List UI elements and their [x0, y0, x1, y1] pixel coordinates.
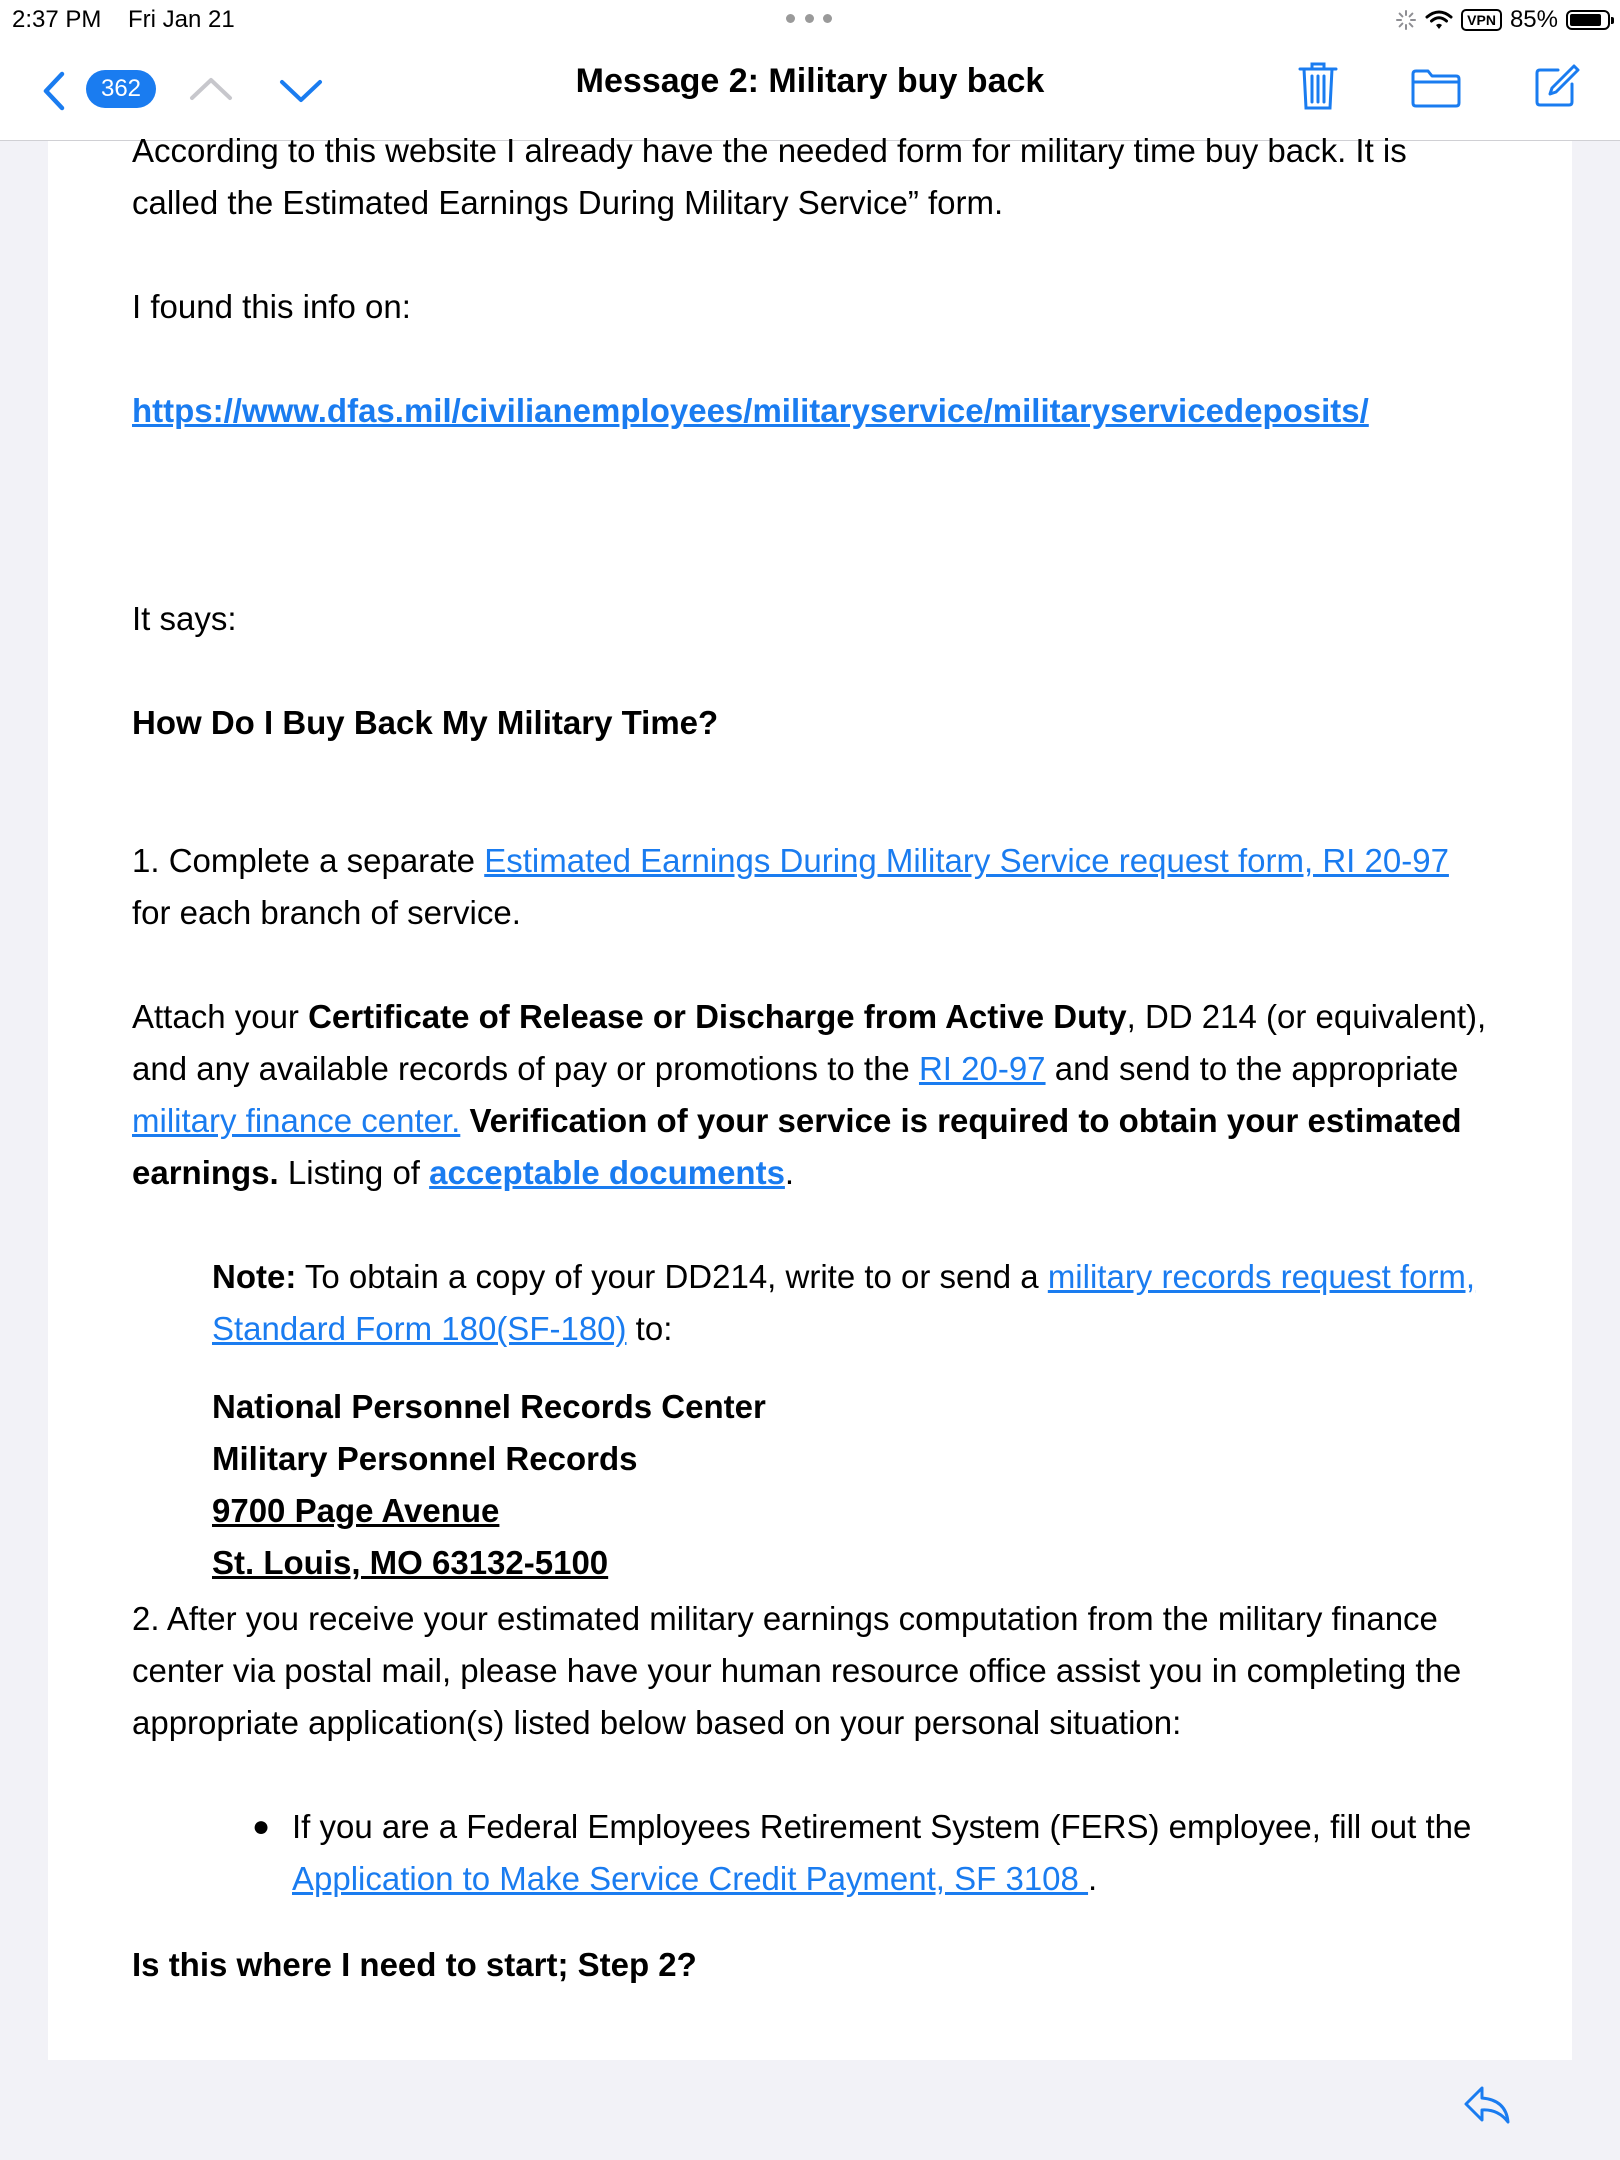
trash-icon[interactable] — [1298, 60, 1338, 112]
address-line: National Personnel Records Center — [212, 1388, 766, 1425]
note-end: to: — [626, 1310, 673, 1347]
paragraph-url — [132, 385, 1492, 437]
says-text: It says: — [132, 600, 237, 637]
military-finance-center-link[interactable]: military finance center. — [132, 1102, 461, 1139]
acceptable-documents-link[interactable]: acceptable documents — [429, 1154, 785, 1191]
paragraph-note — [132, 1251, 1492, 1355]
intro-text: According to this website I already have the needed form for military time buy back. It is called the Estimated Earnings During Military Service” form. — [132, 132, 1407, 221]
message-body — [48, 132, 1572, 2060]
verification-text: Verification of your service is required to obtain your estimated earnings. — [132, 1102, 1462, 1191]
attach-certificate: Certificate of Release or Discharge from Active Duty — [308, 998, 1127, 1035]
message-title: Message 2: Military buy back — [575, 62, 1045, 100]
activity-spinner-icon — [1395, 9, 1417, 31]
vpn-badge: VPN — [1461, 9, 1502, 31]
folder-icon[interactable] — [1410, 68, 1462, 108]
attach-mid3: Listing of — [278, 1154, 430, 1191]
found-text: I found this info on: — [132, 288, 411, 325]
section-heading: How Do I Buy Back My Military Time? — [132, 704, 719, 741]
paragraph-heading — [132, 697, 1492, 749]
battery-percent: 85% — [1509, 6, 1558, 33]
compose-icon[interactable] — [1532, 62, 1580, 110]
status-date: Fri Jan 21 — [128, 6, 235, 33]
paragraph-step2 — [132, 1593, 1492, 1749]
bullet-list — [132, 1801, 1492, 1905]
status-bar — [0, 0, 1620, 40]
wifi-icon — [1425, 9, 1453, 31]
step2-text: 2. After you receive your estimated military earnings computation from the military finance center via postal mail, please have your human resource office assist you in completing the appropriate application(s) listed below based on your personal situation: — [132, 1600, 1462, 1741]
mailing-address — [132, 1381, 1492, 1589]
paragraph-step1 — [132, 835, 1492, 939]
question-text: Is this where I need to start; Step 2? — [132, 1946, 697, 1983]
rl-2097-form-link[interactable]: Estimated Earnings During Military Service request form, RI 20-97 — [484, 842, 1449, 879]
address-line: St. Louis, MO 63132-5100 — [212, 1544, 609, 1581]
list-item — [132, 1801, 1492, 1905]
bullet-end: . — [1088, 1860, 1098, 1897]
paragraph-found — [132, 281, 1492, 333]
attach-mid1: , DD 214 (or equivalent), and any available records of pay or promotions to the — [132, 998, 1487, 1087]
sf-3108-link[interactable]: Application to Make Service Credit Payment, SF 3108 — [292, 1860, 1089, 1897]
dfas-url-link[interactable]: https://www.dfas.mil/civilianemployees/militaryservice/militaryservicedeposits/ — [132, 392, 1369, 429]
address-line: Military Personnel Records — [212, 1440, 638, 1477]
note-label: Note: — [212, 1258, 297, 1295]
address-line: 9700 Page Avenue — [212, 1492, 500, 1529]
paragraph-question — [132, 1939, 1492, 1991]
status-indicators — [1395, 6, 1610, 34]
message-footer — [48, 2060, 1572, 2160]
step1-suffix: for each branch of service. — [132, 894, 521, 931]
multitasking-dots-icon[interactable] — [786, 14, 832, 26]
paragraph-intro — [132, 125, 1492, 229]
rl-2097-link[interactable]: RI 20-97 — [918, 1050, 1046, 1087]
battery-fill — [1570, 14, 1601, 26]
battery-icon — [1566, 10, 1610, 30]
reply-icon[interactable] — [1462, 2082, 1512, 2128]
attach-mid2: and send to the appropriate — [1045, 1050, 1459, 1087]
unread-count-badge[interactable]: 362 — [86, 70, 156, 108]
attach-end: . — [784, 1154, 795, 1191]
step1-prefix: 1. Complete a separate — [132, 842, 485, 879]
bullet-prefix: If you are a Federal Employees Retirement System (FERS) employee, fill out the — [292, 1808, 1472, 1845]
sf-180-link[interactable]: military records request form, Standard Form 180(SF-180) — [212, 1258, 1476, 1347]
note-text: To obtain a copy of your DD214, write to or send a — [296, 1258, 1048, 1295]
status-time: 2:37 PM — [12, 6, 102, 33]
paragraph-says — [132, 593, 1492, 645]
paragraph-attach — [132, 991, 1492, 1199]
bullet-dot: ● — [252, 1810, 271, 1843]
attach-prefix: Attach your — [132, 998, 309, 1035]
